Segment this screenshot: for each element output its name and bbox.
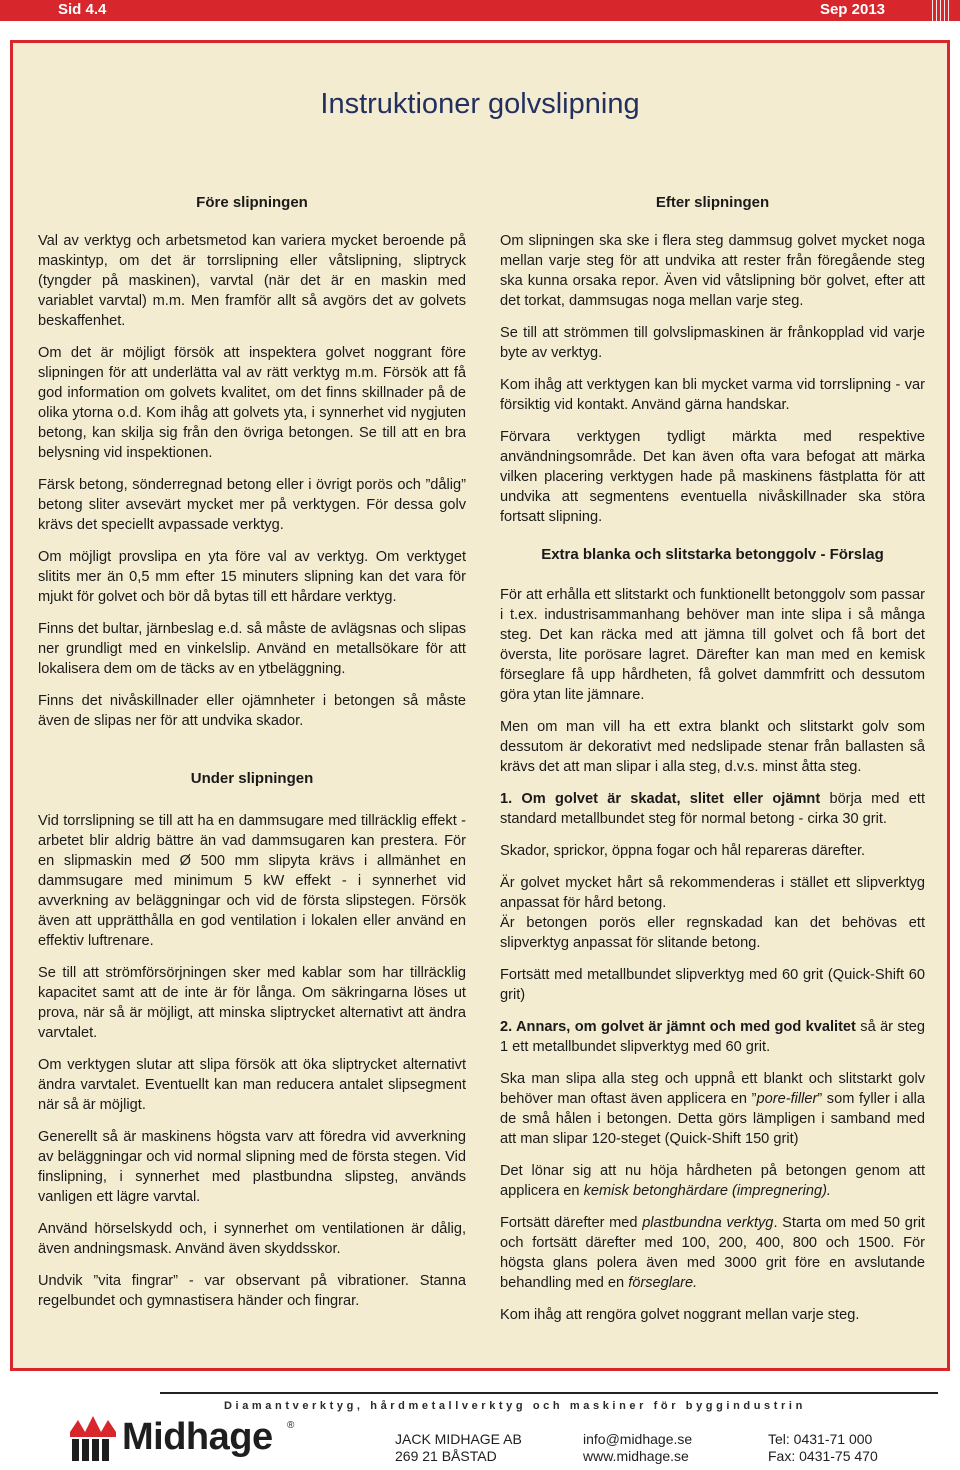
paragraph: Finns det bultar, järnbeslag e.d. så måste de avlägsnas och slipas ner grundligt med en vinkelslip. Använd en metallsökare för att lokalisera dem om de täcks av en ytbeläggning.	[38, 621, 466, 677]
issue-date: Sep 2013	[819, 1, 885, 18]
step-2-lead: 2. Annars, om golvet är jämnt och med god kvalitet	[500, 1019, 856, 1035]
heading-extra: Extra blanka och slitstarka betonggolv - Förslag	[541, 546, 884, 563]
step-1-lead: 1. Om golvet är skadat, slitet eller ojämnt	[500, 791, 821, 807]
hardener-paragraph	[500, 1161, 925, 1201]
emphasis: kemisk betonghärdare (impregnering).	[583, 1183, 831, 1199]
text-run: . Starta om med 50 grit och fortsätt därefter med 100, 200, 400, 800 och 1500. För högsta glans polera även med 3000 grit före en avslutande behandling med en	[500, 1215, 925, 1291]
paragraph: Kom ihåg att rengöra golvet noggrant mellan varje steg.	[500, 1307, 860, 1323]
emphasis: förseglare.	[628, 1275, 698, 1291]
step-1-paragraph	[500, 789, 925, 829]
page-title: Instruktioner golvslipning	[320, 88, 640, 120]
paragraph: Finns det nivåskillnader eller ojämnheter i betongen så måste även de slipas ner för att undvika skador.	[38, 693, 466, 729]
company-address: 269 21 BÅSTAD	[395, 1448, 497, 1464]
tagline: Diamantverktyg, hårdmetallverktyg och maskiner för byggindustrin	[224, 1400, 806, 1412]
footer	[0, 1380, 960, 1470]
plastic-tools-paragraph	[500, 1213, 925, 1293]
step-2-paragraph	[500, 1017, 925, 1057]
pore-filler-paragraph	[500, 1069, 925, 1149]
paragraph: Färsk betong, sönderregnad betong eller i övrigt porös och ”dålig” betong sliter avsevärt mycket mer på verktygen. För dessa golv krävs det speciellt avpassade verktyg.	[38, 477, 466, 533]
footer-rule	[160, 1392, 938, 1394]
page-number: Sid 4.4	[58, 1, 107, 18]
text-run: Ska man slipa alla steg och uppnå ett blankt och slitstarkt golv behöver man oftast även applicera en ”	[500, 1071, 925, 1107]
step-2-text: så är steg 1 ett metallbundet slipverktyg med 60 grit.	[500, 1019, 926, 1055]
text-run: Det lönar sig att nu höja hårdheten på betongen genom att applicera en	[500, 1163, 925, 1199]
paragraph: Skador, sprickor, öppna fogar och hål repareras därefter.	[500, 843, 866, 859]
paragraph: Se till att strömmen till golvslipmaskinen är frånkopplad vid varje byte av verktyg.	[500, 325, 925, 361]
paragraph: Om verktygen slutar att slipa försök att öka sliptrycket alternativt ändra varvtalet. Eventuellt kan man reducera antalet slipsegment när så är möjligt.	[38, 1057, 466, 1113]
paragraph: Generellt så är maskinens högsta varv att föredra vid avverkning av beläggningar och vid normal slipning med de första stegen. Vid finslipning, i synnerhet med plastbundna slipsteg, används vanligen ett lägre varvtal.	[38, 1129, 466, 1205]
registered-mark: ®	[287, 1420, 295, 1431]
paragraph: Om slipningen ska ske i flera steg dammsug golvet mycket noga mellan varje steg för att undvika att rester från föregående steg ska kunna orsaka repor. Även vid våtslipning bör golvet, efter att det torkat, dammsugas noga mellan varje steg.	[500, 233, 925, 309]
paragraph: Val av verktyg och arbetsmetod kan variera mycket beroende på maskintyp, om det är torrslipning eller våtslipning, sliptryck (tyngder på maskinen), varvtal (när det är en maskin med variablet varvtal) m.m. Men framför allt så avgörs det av golvets beskaffenhet.	[38, 233, 466, 329]
paragraph: Men om man vill ha ett extra blankt och slitstarkt golv som dessutom är dekorativt med nedslipade stenar från ballasten så krävs det att man slipar i alla steg, d.v.s. minst åtta steg.	[500, 719, 925, 775]
paragraph: Om möjligt provslipa en yta före val av verktyg. Om verktyget slitits mer än 0,5 mm efter 15 minuters slipning kan det vara för mjukt för golvet och bör då bytas till ett hårdare verktyg.	[38, 549, 466, 605]
crown-logo-icon	[68, 1410, 118, 1462]
logo-wordmark: Midhage	[122, 1416, 273, 1458]
company-email: info@midhage.se	[583, 1431, 693, 1447]
corner-stripes	[932, 0, 952, 21]
paragraph: Är betongen porös eller regnskadad kan det behövas ett slipverktyg anpassat för slitande betong.	[500, 915, 925, 951]
paragraph: Vid torrslipning se till att ha en dammsugare med tillräcklig effekt - arbetet blir aldrig bättre än vad dammsugaren kan prestera. För en slipmaskin med Ø 500 mm slipyta krävs i allmänhet en dammsugare med minimum 5 kW effekt - i synnerhet vid avverkning av beläggningar och vid de första slipstegen. Försök även att upprätthålla en god ventilation i lokalen eller använd en effektiv luftrenare.	[38, 813, 466, 949]
paragraph: Se till att strömförsörjningen sker med kablar som har tillräcklig kapacitet samt att de inte är för långa. Om säkringarna löses ut prova, när så är möjligt, att minska sliptrycket alternativt att ändra varvtalet.	[38, 965, 466, 1041]
text-run: ” som fyller i alla de små hålen i betongen. Detta görs lämpligen i samband med att man slipar 120-steget (Quick-Shift 150 grit)	[500, 1091, 925, 1147]
heading-before: Före slipningen	[196, 194, 308, 211]
paragraph: Använd hörselskydd och, i synnerhet om ventilationen är dålig, även andningsmask. Använd även skyddsskor.	[38, 1221, 466, 1257]
paragraph: Förvara verktygen tydligt märkta med respektive användningsområde. Det kan även ofta vara befogat att märka vilken placering verktygen hade på maskinens fästplatta för att undvika att segmentens eventuella nivåskillnader ska störa fortsatt slipning.	[500, 429, 925, 525]
company-website: www.midhage.se	[583, 1448, 689, 1464]
heading-after: Efter slipningen	[655, 194, 770, 211]
step-1-text: börja med ett standard metallbundet steg för normal betong - cirka 30 grit.	[500, 791, 926, 827]
paragraph: Fortsätt med metallbundet slipverktyg med 60 grit (Quick-Shift 60 grit)	[500, 967, 925, 1003]
paragraph: Är golvet mycket hårt så rekommenderas i stället ett slipverktyg anpassat för hård betong.	[500, 875, 925, 911]
company-name: JACK MIDHAGE AB	[395, 1431, 522, 1447]
paragraph: Om det är möjligt försök att inspektera golvet noggrant före slipningen för att underlätta val av rätt verktyg m.m. Försök att få god information om golvets kvalitet, om det finns skillnader på de olika ytorna o.d. Kom ihåg att golvets yta, i synnerhet vid nygjuten betong, kan skilja sig från den övriga betongen. Se till att en bra belysning vid inspektionen.	[38, 345, 466, 461]
right-column	[500, 193, 925, 1337]
company-fax: Fax: 0431-75 470	[768, 1448, 878, 1464]
text-run: Fortsätt därefter med	[500, 1215, 643, 1231]
emphasis: plastbundna verktyg	[642, 1215, 774, 1231]
heading-during: Under slipningen	[190, 770, 314, 787]
company-phone: Tel: 0431-71 000	[768, 1431, 873, 1447]
top-bar	[0, 0, 960, 21]
left-column	[38, 193, 466, 1323]
paragraph: Undvik ”vita fingrar” - var observant på vibrationer. Stanna regelbundet och gymnastisera händer och fingrar.	[38, 1273, 466, 1309]
paragraph: För att erhålla ett slitstarkt och funktionellt betonggolv som passar i t.ex. industrisammanhang behöver man inte slipa i så många steg. Det kan räcka med att jämna till golvet och få bort det översta, lite porösare lagret. Därefter kan man med en kemisk förseglare få upp hårdheten, få golvet dammfritt och dessutom göra ytan lite jämnare.	[500, 587, 925, 703]
paragraph: Kom ihåg att verktygen kan bli mycket varma vid torrslipning - var försiktig vid kontakt. Använd gärna handskar.	[500, 377, 925, 413]
emphasis: pore-filler	[756, 1091, 818, 1107]
